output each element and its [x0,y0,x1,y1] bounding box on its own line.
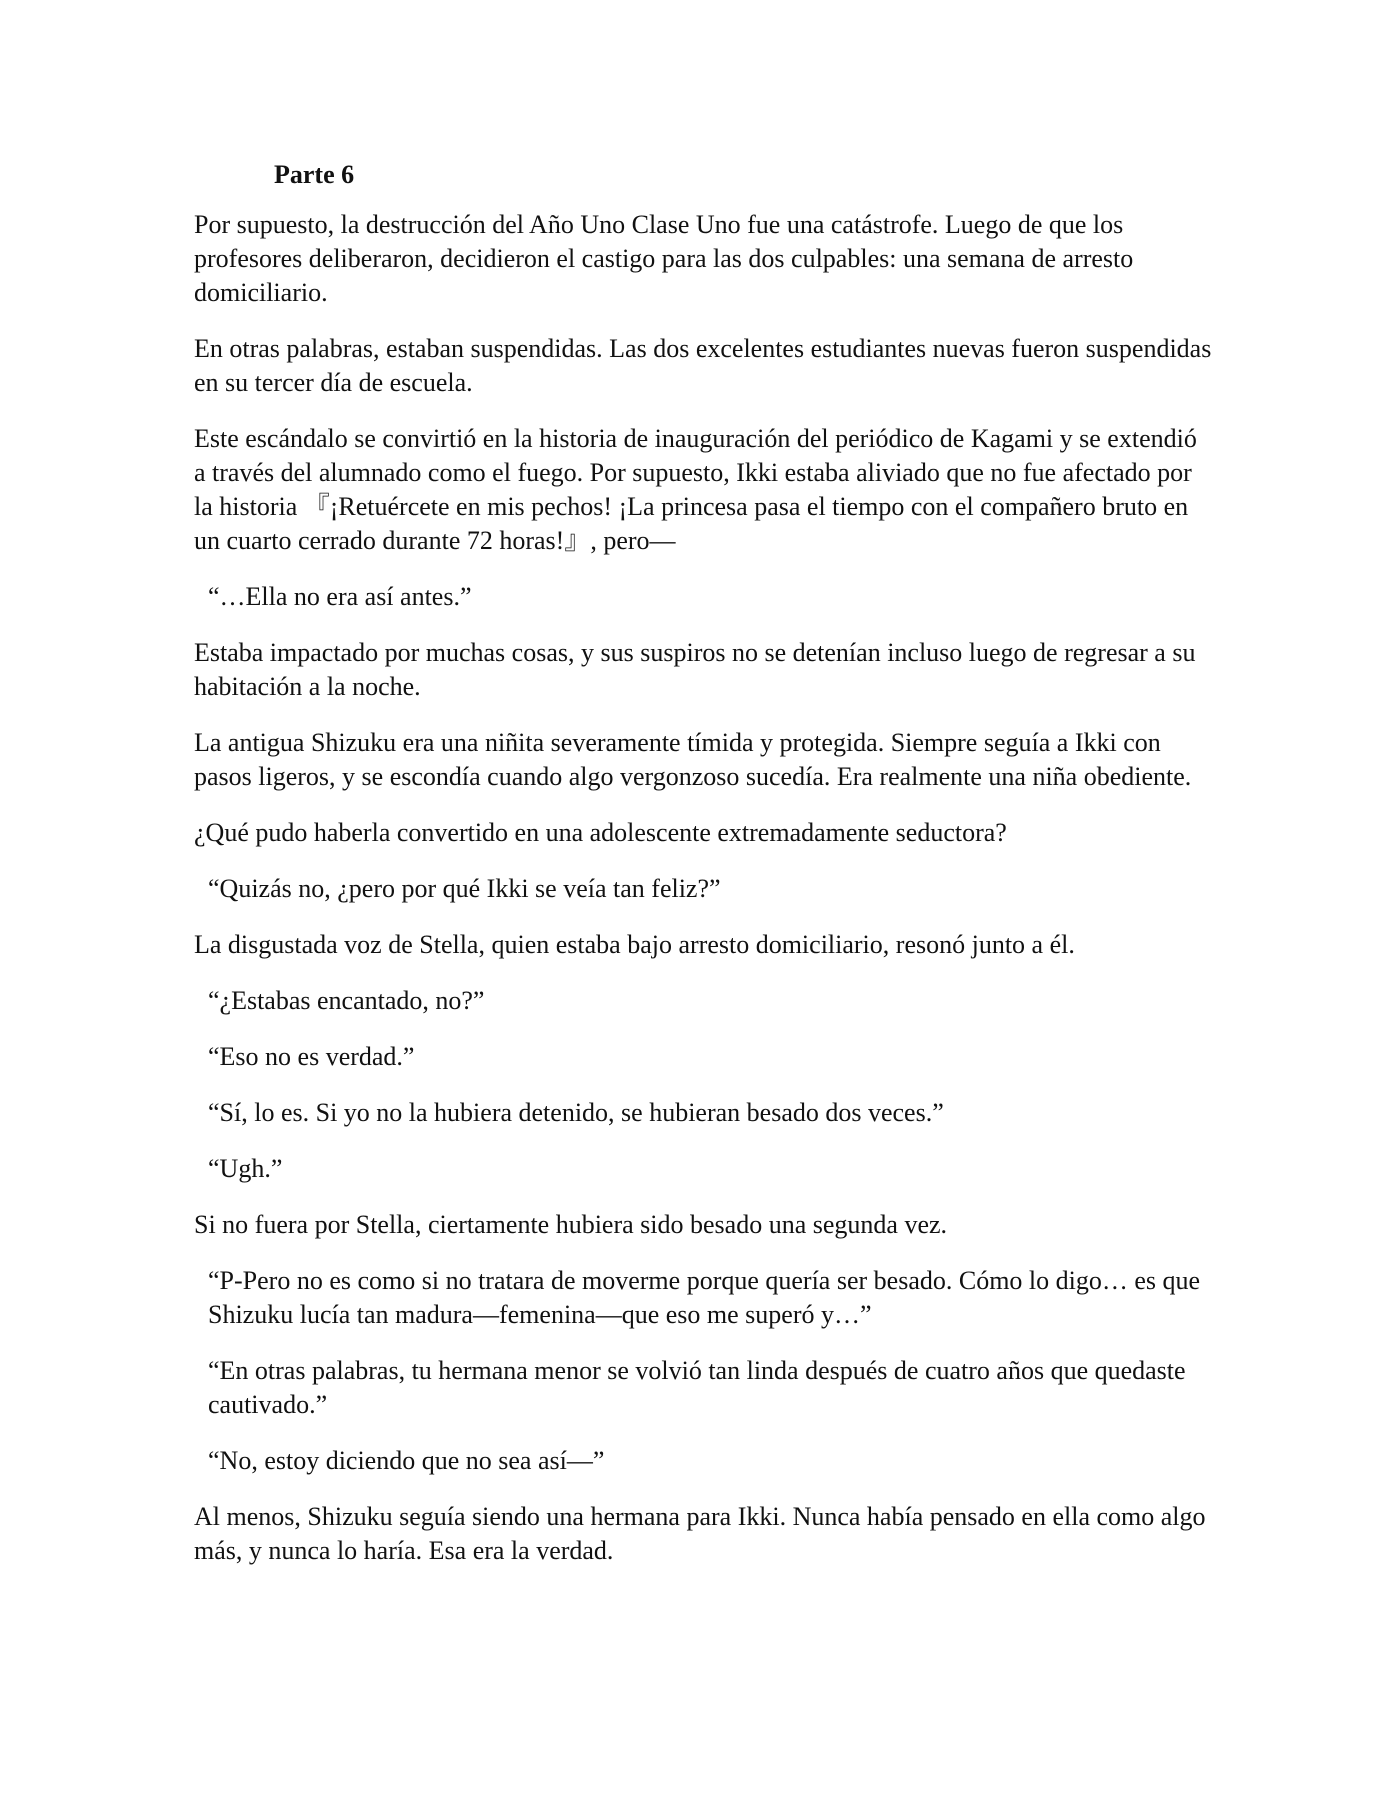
dialog-line: “…Ella no era así antes.” [208,582,472,611]
dialog-line: “Ugh.” [208,1154,283,1183]
dialog-line: “Eso no es verdad.” [208,1042,415,1071]
dialog-line: “P-Pero no es como si no tratara de moverme porque quería ser besado. Cómo lo digo… es que Shizuku lucía tan madura—femenina—que eso me superó y…” [208,1266,1201,1329]
paragraph: Si no fuera por Stella, ciertamente hubiera sido besado una segunda vez. [194,1210,948,1239]
dialog-line: “¿Estabas encantado, no?” [208,986,485,1015]
section-heading: Parte 6 [274,160,355,189]
dialog-line: “En otras palabras, tu hermana menor se volvió tan linda después de cuatro años que quedaste cautivado.” [208,1356,1186,1419]
paragraph: La disgustada voz de Stella, quien estaba bajo arresto domiciliario, resonó junto a él. [194,930,1075,959]
paragraph: Estaba impactado por muchas cosas, y sus suspiros no se detenían incluso luego de regresar a su habitación a la noche. [194,638,1196,701]
document-page [194,158,1214,1590]
dialog-line: “Sí, lo es. Si yo no la hubiera detenido, se hubieran besado dos veces.” [208,1098,944,1127]
dialog-line: “Quizás no, ¿pero por qué Ikki se veía tan feliz?” [208,874,721,903]
paragraph: En otras palabras, estaban suspendidas. Las dos excelentes estudiantes nuevas fueron suspendidas en su tercer día de escuela. [194,334,1212,397]
dialog-line: “No, estoy diciendo que no sea así—” [208,1446,605,1475]
paragraph: Por supuesto, la destrucción del Año Uno Clase Uno fue una catástrofe. Luego de que los profesores deliberaron, decidieron el castigo para las dos culpables: una semana de arresto domiciliario. [194,210,1134,307]
paragraph: ¿Qué pudo haberla convertido en una adolescente extremadamente seductora? [194,818,1007,847]
paragraph: Este escándalo se convirtió en la historia de inauguración del periódico de Kagami y se extendió a través del alumnado como el fuego. Por supuesto, Ikki estaba aliviado que no fue afectado por la historia 『¡Retuércete en mis pechos! ¡La princesa pasa el tiempo con el compañero bruto en un cuarto cerrado durante 72 horas!』, pero— [194,424,1197,555]
paragraph: Al menos, Shizuku seguía siendo una hermana para Ikki. Nunca había pensado en ella como algo más, y nunca lo haría. Esa era la verdad. [194,1502,1206,1565]
paragraph: La antigua Shizuku era una niñita severamente tímida y protegida. Siempre seguía a Ikki con pasos ligeros, y se escondía cuando algo vergonzoso sucedía. Era realmente una niña obediente. [194,728,1192,791]
